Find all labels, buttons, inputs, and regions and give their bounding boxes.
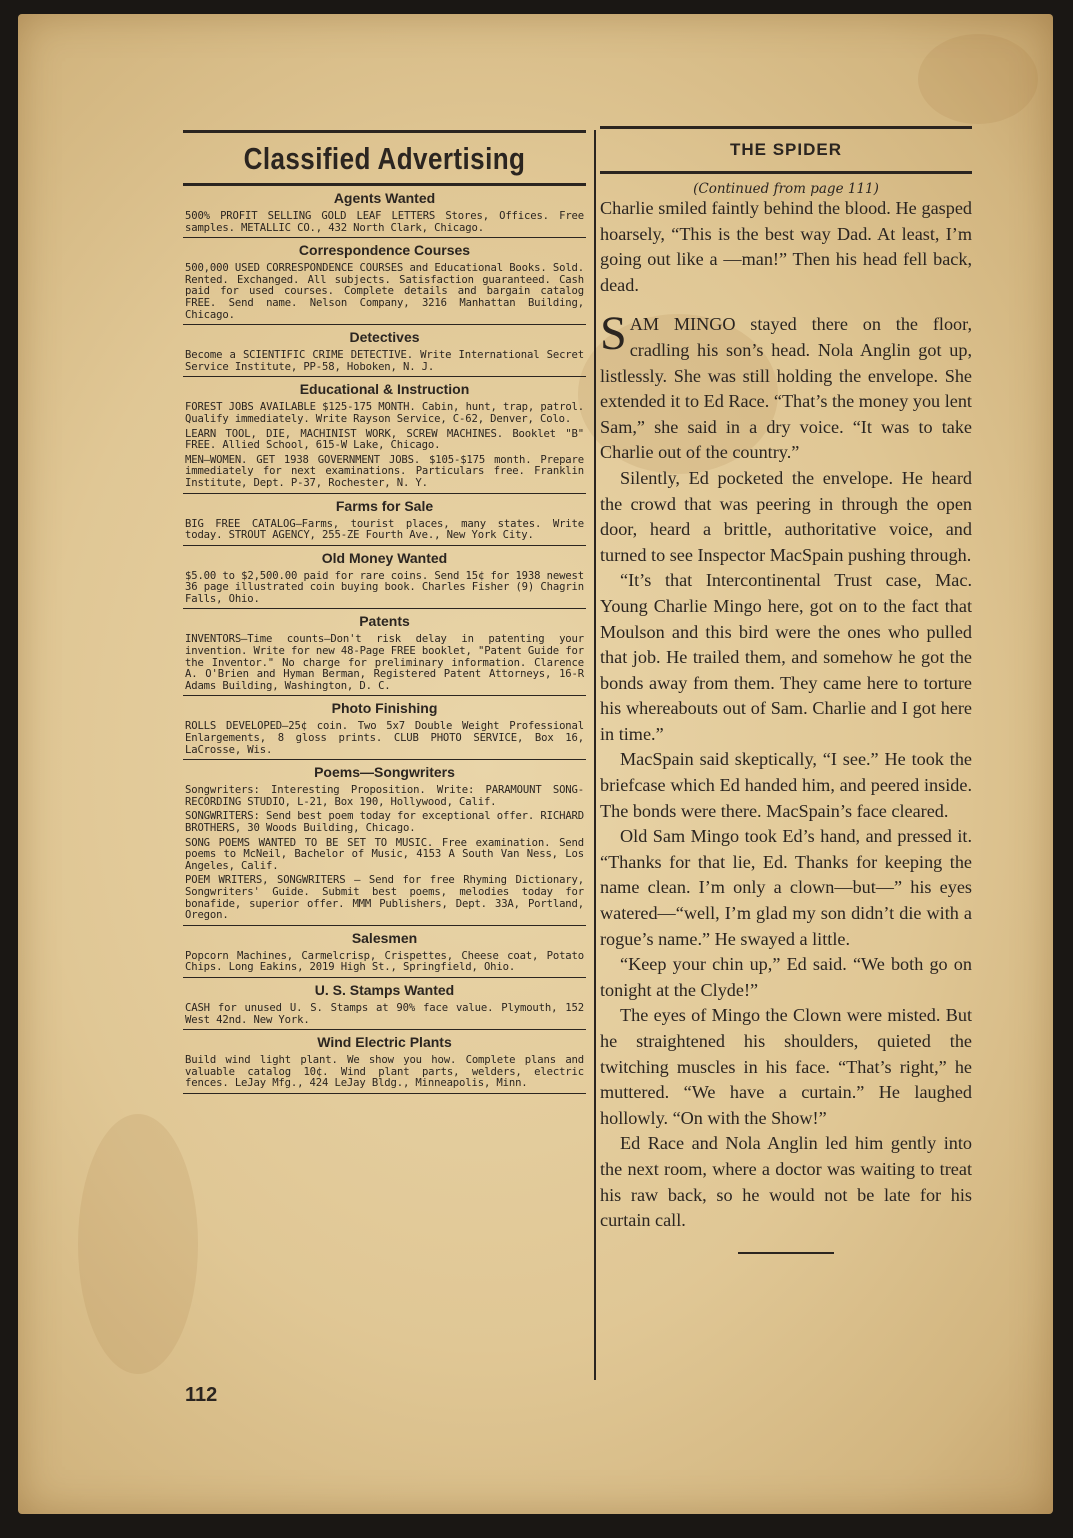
classified-ad: Become a SCIENTIFIC CRIME DETECTIVE. Write International Secret Service Institute, PP-58, Hoboken, N. J.: [185, 349, 584, 373]
classified-section: [183, 328, 586, 377]
section-heading: Detectives: [349, 329, 420, 346]
classified-ad: $5.00 to $2,500.00 paid for rare coins. Send 15¢ for 1938 newest 36 page illustrated coin buying book. Charles Fisher (9) Chagrin Falls, Ohio.: [185, 569, 584, 605]
classified-column: [183, 130, 586, 1094]
section-rule: [183, 376, 586, 377]
section-heading: Salesmen: [351, 929, 418, 946]
classified-ad: INVENTORS—Time counts—Don't risk delay in patenting your invention. Write for new 48-Page FREE booklet, "Patent Guide for the Inventor." No charge for preliminary information. Clarence A. O'Brien and Hyman Berman, Registered Patent Attorneys, 16-R Adams Building, Washington, D. C.: [185, 633, 584, 692]
story-paragraph: Silently, Ed pocketed the envelope. He heard the crowd that was peering in through the open door, heard a brittle, authoritative voice, and turned to see Inspector MacSpain pushing through.: [600, 467, 972, 565]
story-paragraph-dropcap: [600, 307, 972, 466]
section-heading: Poems—Songwriters: [314, 764, 455, 781]
section-heading: Wind Electric Plants: [317, 1034, 452, 1051]
classified-ad: CASH for unused U. S. Stamps at 90% face value. Plymouth, 152 West 42nd. New York.: [185, 1001, 584, 1026]
story-column: [600, 126, 972, 1254]
classified-ad: FOREST JOBS AVAILABLE $125-175 MONTH. Cabin, hunt, trap, patrol. Qualify immediately. Write Rayson Service, C-62, Denver, Colo.: [185, 401, 584, 425]
dropcap-lead: AM MINGO: [629, 314, 736, 335]
classified-section: [183, 497, 586, 546]
end-rule: [738, 1252, 834, 1254]
classified-section: [183, 241, 586, 325]
story-paragraph: Charlie smiled faintly behind the blood. He gasped hoarsely, “This is the best way Dad. At least, I’m going out like a —man!” Then his head fell back, dead.: [600, 198, 972, 295]
stain: [78, 1114, 198, 1374]
section-rule: [183, 977, 586, 978]
classified-ad: Build wind light plant. We show you how. Complete plans and valuable catalog 10¢. Wind plant parts, welders, electric fences. LeJay Mfg., 424 LeJay Bldg., Minneapolis, Minn.: [185, 1054, 584, 1090]
classified-ad: LEARN TOOL, DIE, MACHINIST WORK, SCREW MACHINES. Booklet "B" FREE. Allied School, 615-W Lake, Chicago.: [185, 427, 584, 452]
column-divider: [594, 130, 596, 1380]
section-rule: [183, 695, 586, 696]
section-rule: [183, 1093, 586, 1094]
classified-ad: 500% PROFIT SELLING GOLD LEAF LETTERS Stores, Offices. Free samples. METALLIC CO., 432 North Clark, Chicago.: [185, 210, 584, 234]
classified-ad: ROLLS DEVELOPED—25¢ coin. Two 5x7 Double Weight Professional Enlargements, 8 gloss prints. CLUB PHOTO SERVICE, Box 16, LaCrosse, Wis.: [185, 720, 584, 756]
classified-ad: Songwriters: Interesting Proposition. Write: PARAMOUNT SONG-RECORDING STUDIO, L-21, Box 190, Hollywood, Calif.: [185, 784, 584, 808]
classified-section: [183, 929, 586, 978]
story-paragraph: MacSpain said skeptically, “I see.” He took the briefcase which Ed handed him, and peered inside. The bonds were there. MacSpain’s face cleared.: [600, 749, 972, 821]
classified-section: [183, 612, 586, 696]
section-heading: Farms for Sale: [335, 497, 434, 514]
story-paragraph: “Keep your chin up,” Ed said. “We both go on tonight at the Clyde!”: [600, 954, 972, 1000]
story-header-rule: [600, 171, 972, 174]
story-header: THE SPIDER: [729, 140, 843, 159]
story-paragraphs: [600, 466, 972, 1234]
page-number: 112: [185, 1384, 218, 1406]
classified-ad: POEM WRITERS, SONGWRITERS — Send for free Rhyming Dictionary, Songwriters' Guide. Submit best poems, melodies today for bonafide, superior offer. MMM Publishers, Dept. 33A, Portland, Oregon.: [185, 874, 584, 922]
stain: [918, 34, 1038, 124]
section-rule: [183, 608, 586, 609]
section-heading: Patents: [359, 613, 410, 630]
classified-ad: 500,000 USED CORRESPONDENCE COURSES and Educational Books. Sold. Rented. Exchanged. All subjects. Satisfaction guaranteed. Cash paid for used courses. Complete details and bargain catalog FREE. Send name. Nelson Company, 3216 Manhattan Building, Chicago.: [185, 262, 584, 321]
section-rule: [183, 545, 586, 546]
story-text: [600, 196, 972, 1234]
section-heading: Correspondence Courses: [298, 242, 471, 259]
section-rule: [183, 925, 586, 926]
section-rule: [183, 493, 586, 494]
continued-note: (Continued from page 111): [693, 181, 879, 197]
classified-section: [183, 189, 586, 238]
section-rule: [183, 1029, 586, 1030]
dropcap-paragraph-text: stayed there on the floor, cradling his son’s head. Nola Anglin got up, listlessly. She was still holding the envelope. She extended it to Ed Race. “That’s the money you lent Sam,” she said in a dry voice. “It was to take Charlie out of the country.”: [600, 314, 972, 463]
classified-section: [183, 380, 586, 493]
classified-section: [183, 981, 586, 1030]
section-heading: Photo Finishing: [331, 700, 438, 717]
classified-ad: BIG FREE CATALOG—Farms, tourist places, many states. Write today. STROUT AGENCY, 255-ZE Fourth Ave., New York City.: [185, 517, 584, 542]
classified-ad: MEN—WOMEN. GET 1938 GOVERNMENT JOBS. $105-$175 month. Prepare immediately for next examinations. Particulars free. Franklin Institute, Dept. P-37, Rochester, N. Y.: [185, 453, 584, 489]
story-paragraph: “It’s that Intercontinental Trust case, Mac. Young Charlie Mingo here, got on to the fact that Moulson and this bird were the ones who pulled that job. He trailed them, and somehow he got the bonds away from them. They came here to torture his whereabouts out of Sam. Charlie and I got here in time.”: [600, 570, 972, 744]
title-rule: [183, 183, 586, 186]
section-rule: [183, 759, 586, 760]
classified-section: [183, 699, 586, 760]
section-heading: Educational & Instruction: [299, 381, 470, 398]
classified-section: [183, 1033, 586, 1094]
section-heading: Agents Wanted: [333, 190, 436, 206]
section-rule: [183, 237, 586, 238]
section-heading: U. S. Stamps Wanted: [314, 981, 455, 998]
classified-section: [183, 549, 586, 610]
classified-ad: SONG POEMS WANTED TO BE SET TO MUSIC. Free examination. Send poems to McNeil, Bachelor of Music, 4153 A South Van Ness, Los Angeles, Calif.: [185, 836, 584, 872]
classified-section: [183, 763, 586, 926]
section-rule: [183, 324, 586, 325]
top-rule: [183, 130, 586, 133]
classified-sections: [183, 189, 586, 1094]
classified-ad: SONGWRITERS: Send best poem today for exceptional offer. RICHARD BROTHERS, 30 Woods Building, Chicago.: [185, 810, 584, 834]
story-paragraph: Ed Race and Nola Anglin led him gently into the next room, where a doctor was waiting to treat his raw back, so he would not be late for his curtain call.: [600, 1133, 972, 1231]
classified-ad: Popcorn Machines, Carmelcrisp, Crispettes, Cheese coat, Potato Chips. Long Eakins, 2019 High St., Springfield, Ohio.: [185, 949, 584, 974]
story-paragraph: The eyes of Mingo the Clown were misted. But he straightened his shoulders, quieted the twitching muscles in his face. “That’s right,” he muttered. “We have a curtain.” He laughed hollowly. “On with the Show!”: [600, 1005, 972, 1128]
story-paragraph: Old Sam Mingo took Ed’s hand, and pressed it. “Thanks for that lie, Ed. Thanks for keeping the name clean. I’m only a clown—but—” his eyes watered—“well, I’m glad my son didn’t die with a rogue’s name.” He swayed a little.: [600, 826, 972, 949]
classified-title: Classified Advertising: [243, 141, 526, 176]
drop-cap: S: [600, 307, 627, 361]
section-heading: Old Money Wanted: [321, 549, 448, 566]
